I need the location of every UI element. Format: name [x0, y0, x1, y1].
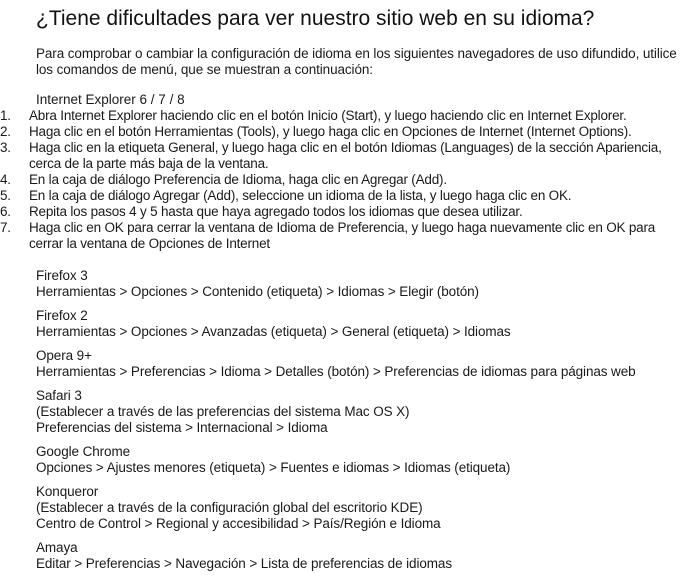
browser-safari — [36, 388, 690, 436]
browser-name: Firefox 2 — [36, 308, 88, 323]
ie-step — [0, 220, 690, 252]
step-number: 6. — [0, 204, 11, 219]
browser-konqueror — [36, 484, 690, 532]
step-number: 1. — [0, 108, 11, 123]
browser-name: Amaya — [36, 540, 78, 555]
browser-firefox-3 — [36, 268, 690, 300]
step-text: Haga clic en la etiqueta General, y luego haga clic en el botón Idiomas (Languages) de la sección Apariencia, cerca de la parte más baja de la ventana. — [29, 140, 662, 171]
menu-path: Centro de Control > Regional y accesibilidad > País/Región e Idioma — [36, 516, 441, 531]
step-number: 2. — [0, 124, 11, 139]
browser-amaya — [36, 540, 690, 572]
menu-path: Herramientas > Opciones > Contenido (etiqueta) > Idiomas > Elegir (botón) — [36, 284, 479, 299]
ie-heading: Internet Explorer 6 / 7 / 8 — [36, 92, 185, 107]
step-number: 7. — [0, 220, 11, 235]
step-text: Abra Internet Explorer haciendo clic en el botón Inicio (Start), y luego haciendo clic en Internet Explorer. — [29, 108, 627, 123]
ie-step — [0, 108, 690, 124]
browser-name: Opera 9+ — [36, 348, 92, 363]
step-number: 4. — [0, 172, 11, 187]
menu-path: Editar > Preferencias > Navegación > Lista de preferencias de idiomas — [36, 556, 452, 571]
menu-path: Herramientas > Preferencias > Idioma > Detalles (botón) > Preferencias de idiomas para páginas web — [36, 364, 636, 379]
ie-step — [0, 204, 690, 220]
browser-firefox-2 — [36, 308, 690, 340]
browser-name: Firefox 3 — [36, 268, 88, 283]
browser-opera — [36, 348, 690, 380]
step-text: En la caja de diálogo Preferencia de Idioma, haga clic en Agregar (Add). — [29, 172, 447, 187]
browser-name: Safari 3 — [36, 388, 82, 403]
step-text: Repita los pasos 4 y 5 hasta que haya agregado todos los idiomas que desea utilizar. — [29, 204, 523, 219]
browser-note: (Establecer a través de las preferencias del sistema Mac OS X) — [36, 404, 410, 419]
step-number: 5. — [0, 188, 11, 203]
ie-step — [0, 140, 690, 172]
browser-chrome — [36, 444, 690, 476]
intro-paragraph: Para comprobar o cambiar la configuración de idioma en los siguientes navegadores de uso difundido, utilice los comandos de menú, que se muestran a continuación: — [36, 46, 677, 77]
step-number: 3. — [0, 140, 11, 155]
ie-step — [0, 188, 690, 204]
menu-path: Preferencias del sistema > Internacional > Idioma — [36, 420, 328, 435]
page-title: ¿Tiene dificultades para ver nuestro sitio web en su idioma? — [36, 7, 595, 30]
browser-name: Google Chrome — [36, 444, 130, 459]
step-text: En la caja de diálogo Agregar (Add), seleccione un idioma de la lista, y luego haga clic en OK. — [29, 188, 572, 203]
ie-steps-list — [0, 108, 690, 252]
step-text: Haga clic en OK para cerrar la ventana de Idioma de Preferencia, y luego haga nuevamente clic en OK para cerrar la ventana de Opciones de Internet — [29, 220, 656, 251]
browser-note: (Establecer a través de la configuración global del escritorio KDE) — [36, 500, 423, 515]
ie-step — [0, 124, 690, 140]
menu-path: Opciones > Ajustes menores (etiqueta) > Fuentes e idiomas > Idiomas (etiqueta) — [36, 460, 511, 475]
menu-path: Herramientas > Opciones > Avanzadas (etiqueta) > General (etiqueta) > Idiomas — [36, 324, 511, 339]
step-text: Haga clic en el botón Herramientas (Tools), y luego haga clic en Opciones de Internet (Internet Options). — [29, 124, 632, 139]
ie-step — [0, 172, 690, 188]
browser-name: Konqueror — [36, 484, 99, 499]
